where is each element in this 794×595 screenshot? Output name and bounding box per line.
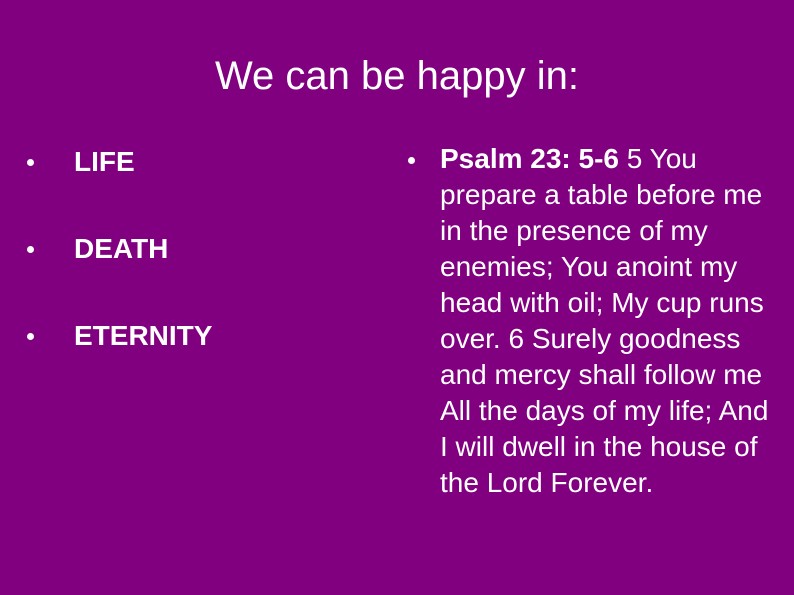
left-bullet-list (24, 140, 364, 401)
scripture-body: 5 You prepare a table before me in the presence of my enemies; You anoint my head with oil; My cup runs over. 6 Surely goodness and mercy shall follow me All the days of my life; And I will dwell in the house of the Lord Forever. (440, 143, 769, 498)
list-item-eternity (24, 314, 364, 358)
list-item-life (24, 140, 364, 184)
bullet-icon (27, 246, 34, 253)
slide-title: We can be happy in: (215, 54, 579, 98)
bullet-icon (27, 333, 34, 340)
list-item-label: DEATH (74, 233, 169, 264)
list-item-label: ETERNITY (74, 320, 213, 351)
bullet-icon (408, 157, 415, 164)
scripture-reference: Psalm 23: 5-6 (440, 143, 619, 174)
bullet-icon (27, 159, 34, 166)
list-item-label: LIFE (74, 146, 135, 177)
scripture-text (440, 141, 774, 501)
scripture-block (404, 141, 774, 501)
list-item-death (24, 227, 364, 271)
